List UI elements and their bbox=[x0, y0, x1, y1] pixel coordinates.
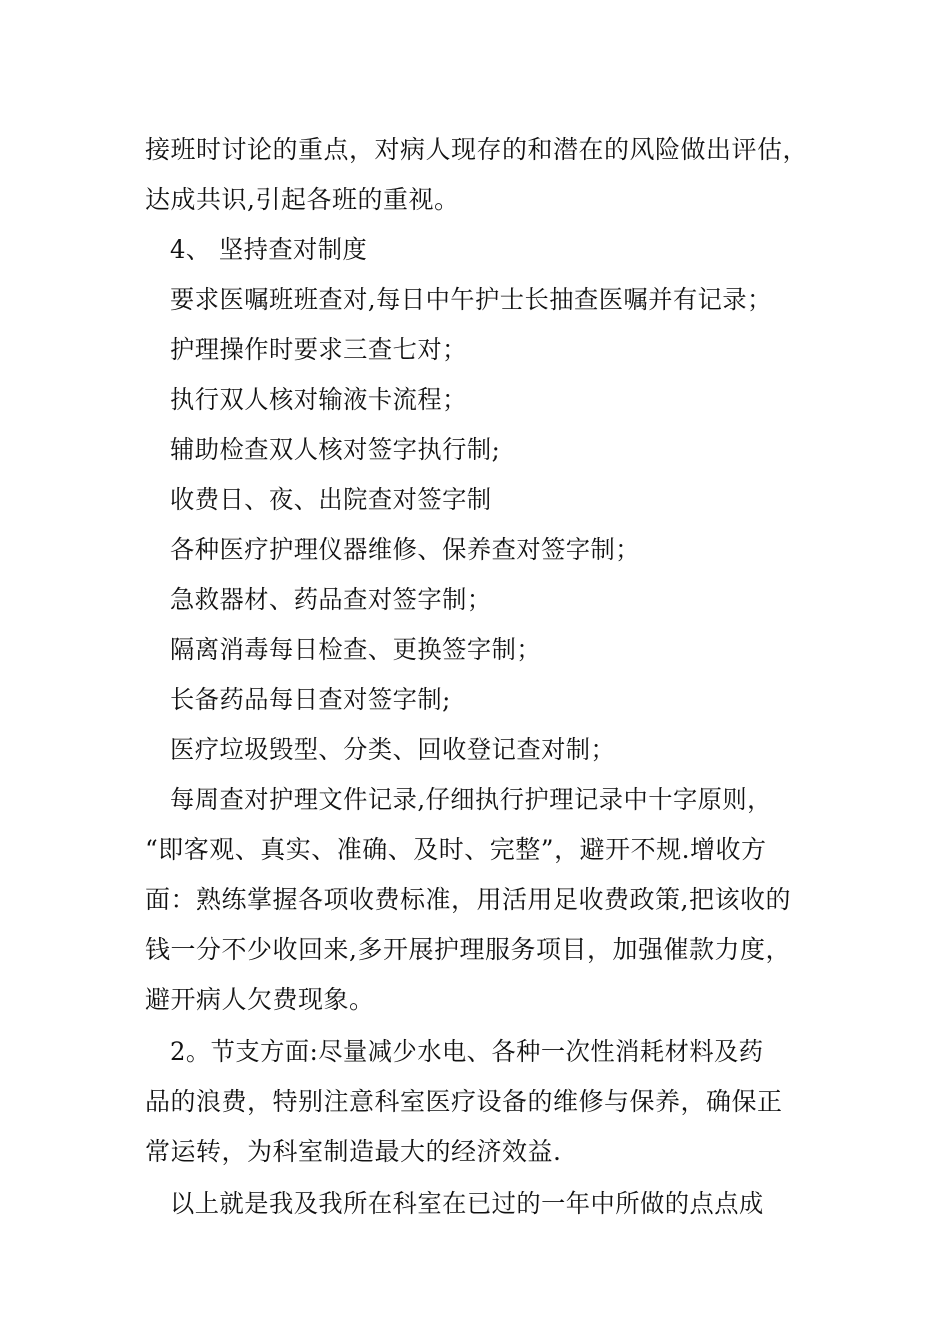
section-heading: 4、 坚持查对制度 bbox=[170, 235, 368, 264]
text-line: 急救器材、药品查对签字制； bbox=[170, 585, 492, 614]
text-line: 2。节支方面:尽量减少水电、各种一次性消耗材料及药 bbox=[170, 1037, 764, 1066]
text-line: 避开病人欠费现象。 bbox=[145, 985, 375, 1014]
text-line: 常运转，为科室制造最大的经济效益. bbox=[145, 1137, 562, 1166]
text-line: 护理操作时要求三查七对； bbox=[170, 335, 467, 364]
text-line: 隔离消毒每日检查、更换签字制； bbox=[170, 635, 542, 664]
text-line: 达成共识,引起各班的重视。 bbox=[145, 185, 460, 214]
text-line: 收费日、夜、出院查对签字制 bbox=[170, 485, 492, 514]
text-line: 各种医疗护理仪器维修、保养查对签字制； bbox=[170, 535, 641, 564]
text-line: 钱一分不少收回来,多开展护理服务项目，加强催款力度， bbox=[145, 935, 791, 964]
text-line: 以上就是我及我所在科室在已过的一年中所做的点点成 bbox=[170, 1189, 764, 1218]
text-line: 品的浪费，特别注意科室医疗设备的维修与保养，确保正 bbox=[145, 1087, 783, 1116]
text-line: 面：熟练掌握各项收费标准，用活用足收费政策,把该收的 bbox=[145, 885, 791, 914]
text-line: 要求医嘱班班查对,每日中午护士长抽查医嘱并有记录； bbox=[170, 285, 772, 314]
text-line: 辅助检查双人核对签字执行制; bbox=[170, 435, 501, 464]
text-line: 每周查对护理文件记录,仔细执行护理记录中十字原则， bbox=[170, 785, 772, 814]
text-line: 执行双人核对输液卡流程； bbox=[170, 385, 467, 414]
text-line: 长备药品每日查对签字制; bbox=[170, 685, 451, 714]
text-line: 接班时讨论的重点，对病人现存的和潜在的风险做出评估， bbox=[145, 135, 809, 164]
text-line: 医疗垃圾毁型、分类、回收登记查对制； bbox=[170, 735, 616, 764]
text-line: “即客观、真实、准确、及时、完整”，避开不规.增收方 bbox=[145, 835, 767, 864]
